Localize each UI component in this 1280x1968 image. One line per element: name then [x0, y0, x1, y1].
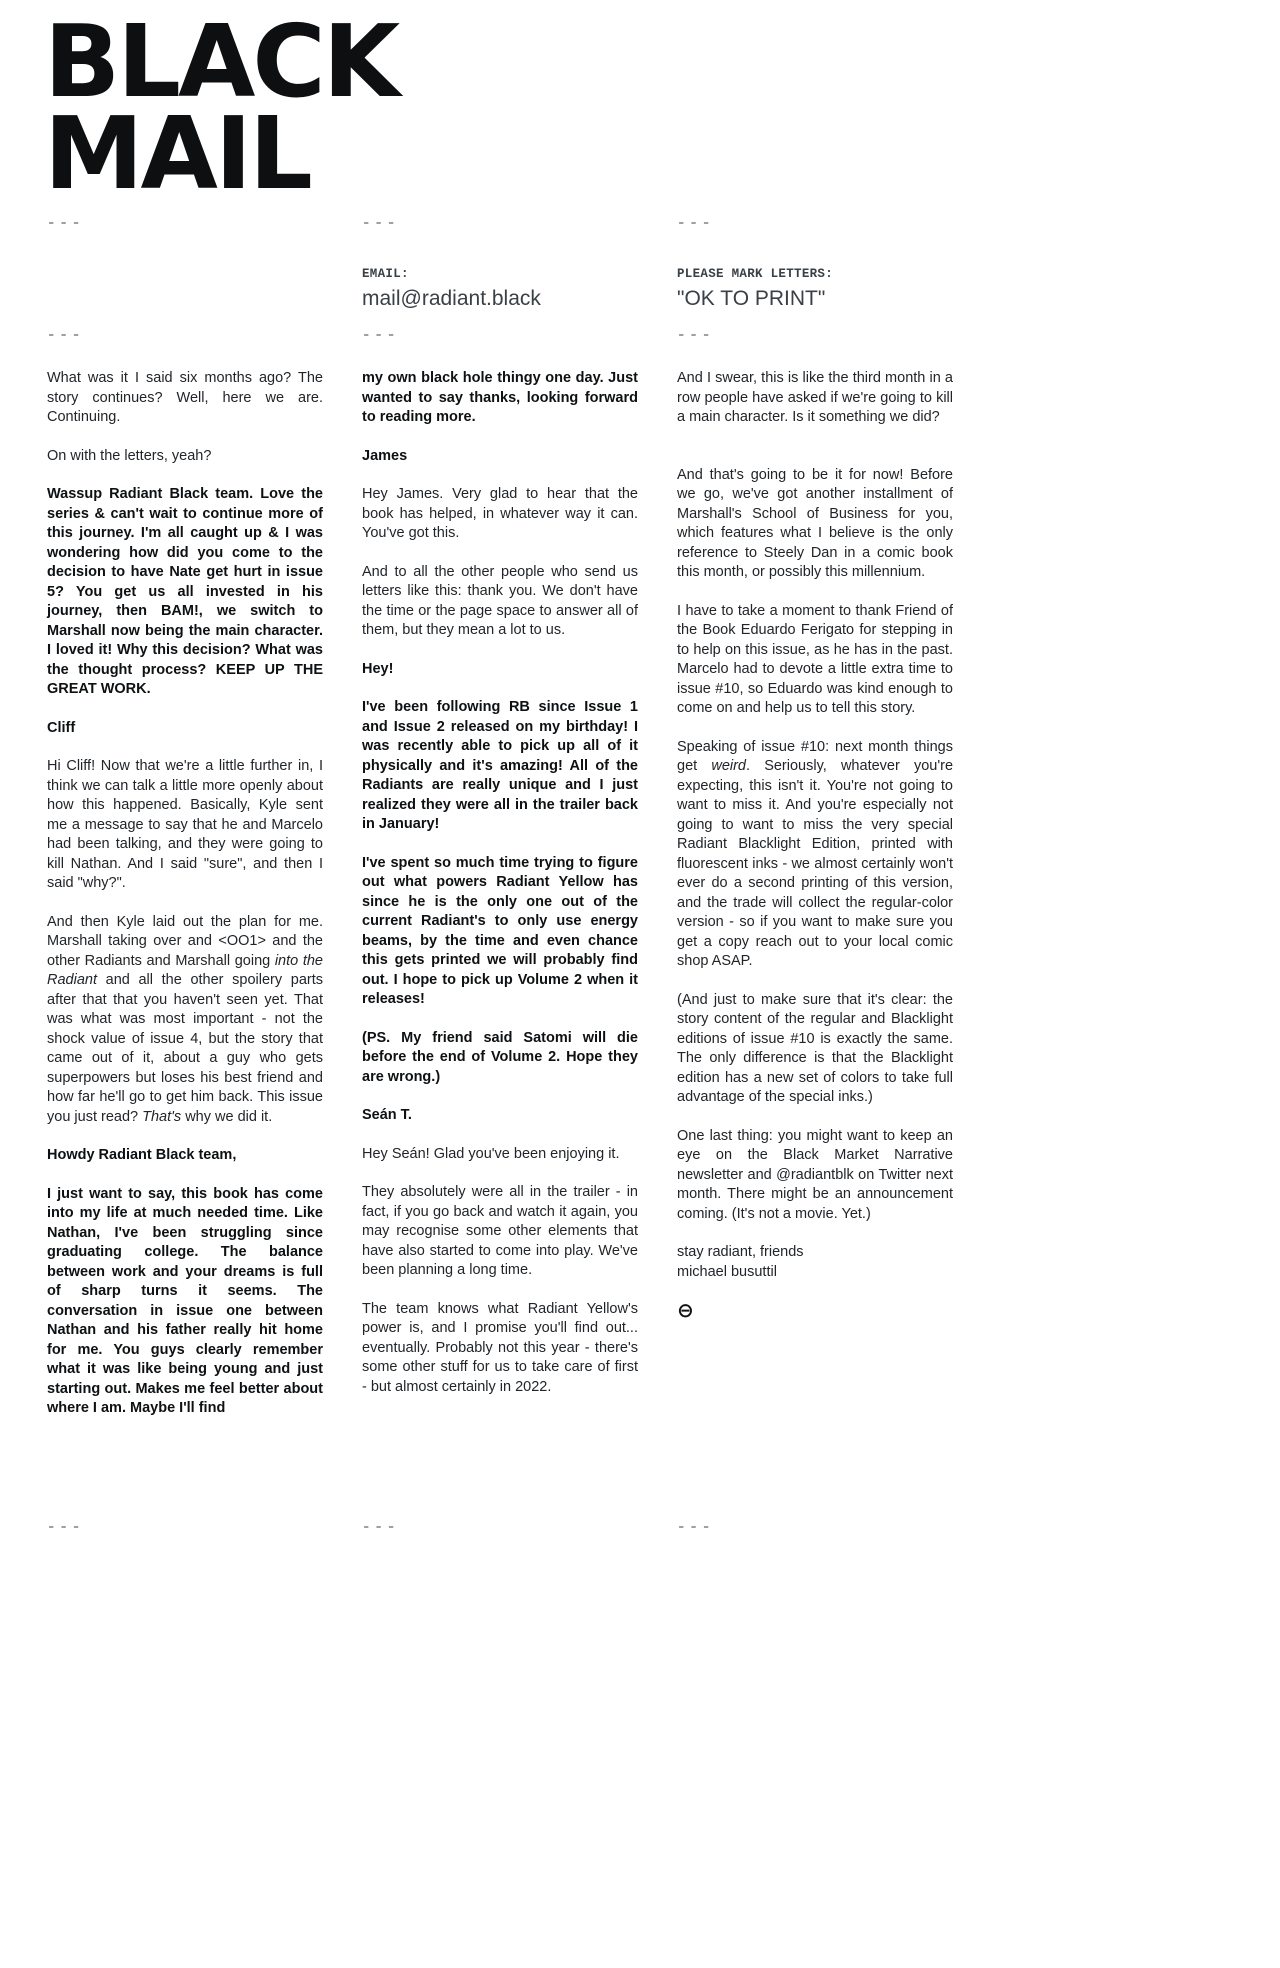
letter-signature-cliff: Cliff: [47, 719, 76, 736]
editor-outro-paragraph: One last thing: you might want to keep an eye on the Black Market Narrative newsletter and @radiantblk on Twitter next month. There might be an announcement coming. (It's not a movie. Yet.): [677, 1127, 953, 1222]
column-divider: ---: [362, 327, 400, 343]
column-2-header: [362, 231, 638, 327]
column-2: [362, 215, 638, 1535]
column-divider: ---: [677, 327, 715, 343]
editor-outro-paragraph: And that's going to be it for now! Before we go, we've got another installment of Marshall's School of Business for you, which features what I believe is the only reference to Steely Dan in a comic book this month, or possibly this millennium.: [677, 466, 953, 580]
column-divider: ---: [677, 215, 715, 231]
editor-reply-paragraph: Hey James. Very glad to hear that the book has helped, in whatever way it can. You've got this.: [362, 486, 638, 541]
mark-letters-label: PLEASE MARK LETTERS:: [677, 267, 834, 281]
editor-reply-paragraph: Hey Seán! Glad you've been enjoying it.: [362, 1145, 620, 1162]
mark-letters-value: "OK TO PRINT": [677, 287, 826, 310]
letter-howdy-salutation: Howdy Radiant Black team,: [47, 1147, 237, 1163]
editor-signoff: stay radiant, friends michael busuttil: [677, 1244, 804, 1280]
column-divider: ---: [47, 215, 85, 231]
editor-outro-paragraph: Speaking of issue #10: next month things get weird. Seriously, whatever you're expecting, this isn't it. You're not going to want to miss it. And you're especially not going to want to miss the very special Radiant Blacklight Edition, printed with fluorescent inks - we almost certainly won't ever do a second printing of this version, and the trade will collect the regular-color version - so if you want to make sure you get a copy reach out to your local comic shop ASAP.: [677, 738, 954, 969]
letter-signature-sean: Seán T.: [362, 1107, 412, 1123]
letter-sean-ps: (PS. My friend said Satomi will die before the end of Volume 2. Hope they are wrong.): [362, 1029, 638, 1085]
column-divider: ---: [362, 1519, 400, 1535]
column-1-header: [47, 231, 323, 327]
column-1: [47, 215, 323, 1535]
editor-reply-paragraph: The team knows what Radiant Yellow's power is, and I promise you'll find out... eventually. Probably not this year - there's some other stuff for us to take care of first - but almost certainly in 2022.: [362, 1300, 638, 1395]
editor-reply-paragraph: And to all the other people who send us letters like this: thank you. We don't have the time or the page space to answer all of them, but they mean a lot to us.: [362, 563, 638, 638]
column-3-header: [677, 231, 953, 327]
letter-james-paragraph: my own black hole thingy one day. Just wanted to say thanks, looking forward to reading more.: [362, 370, 638, 425]
letter-sean-paragraph: I've spent so much time trying to figure out what powers Radiant Yellow has since he is the only one out of the current Radiant's to only use energy beams, by the time and even chance this gets printed we will probably find out. I hope to pick up Volume 2 when it releases!: [362, 854, 638, 1007]
letter-sean-paragraph: I've been following RB since Issue 1 and Issue 2 released on my birthday! I was recently able to pick up all of it physically and it's amazing! All of the Radiants are really unique and I just realized they were all in the trailer back in January!: [362, 699, 638, 832]
editor-outro-paragraph: (And just to make sure that it's clear: the story content of the regular and Blacklight editions of issue #10 is exactly the same. The only difference is that the Blacklight edition has a new set of colors to take full advantage of the special inks.): [677, 991, 953, 1105]
editor-reply-paragraph: And then Kyle laid out the plan for me. Marshall taking over and <OO1> and the other Radiants and Marshall going into the Radiant and all the other spoilery parts after that that you haven't seen yet. That was what was most important - not the shock value of issue 4, but the story that came out of it, about a guy who gets superpowers but loses his best friend and how far he'll go to get him back. This issue you just read? That's why we did it.: [47, 913, 323, 1125]
column-divider: ---: [362, 215, 400, 231]
column-divider: ---: [677, 1519, 715, 1535]
page-title-line-1: BLACK: [44, 3, 398, 120]
email-address: mail@radiant.black: [362, 287, 541, 310]
letter-signature-james: James: [362, 447, 408, 464]
letter-howdy-paragraph: I just want to say, this book has come into my life at much needed time. Like Nathan, I've been struggling since graduating college. The balance between work and your dreams is full of sharp turns it seems. The conversation in issue one between Nathan and his father really hit home for me. You guys clearly remember what it was like being young and just starting out. Makes me feel better about where I am. Maybe I'll find: [47, 1185, 323, 1416]
editor-reply-paragraph: They absolutely were all in the trailer - in fact, if you go back and watch it again, you may recognise some other elements that have also started to come into play. We've been planning a long time.: [362, 1184, 638, 1278]
letter-sean-salutation: Hey!: [362, 660, 394, 677]
page-title-line-2: MAIL: [44, 95, 310, 212]
column-1-body: [47, 369, 323, 1438]
editor-reply-paragraph: Hi Cliff! Now that we're a little further in, I think we can talk a little more openly about how this happened. Basically, Kyle sent me a message to say that he and Marcelo had been talking, and they were going to kill Nathan. And I said "sure", and then I said "why?".: [47, 758, 323, 891]
letters-columns: [47, 215, 953, 1535]
column-3-body: [677, 369, 953, 1340]
editor-reply-paragraph: And I swear, this is like the third month in a row people have asked if we're going to kill a main character. Is it something we did?: [677, 370, 953, 425]
editor-outro-paragraph: I have to take a moment to thank Friend of the Book Eduardo Ferigato for stepping in to help on this issue, as he has in the past. Marcelo had to devote a little extra time to issue #10, so Eduardo was kind enough to come on and help us to tell this story.: [677, 602, 953, 716]
column-divider: ---: [47, 327, 85, 343]
column-2-body: [362, 369, 638, 1416]
radiant-symbol-icon: ⊖: [677, 1298, 694, 1322]
page-title: [44, 3, 398, 212]
column-divider: ---: [47, 1519, 85, 1535]
email-label: EMAIL:: [362, 267, 409, 281]
letter-cliff-paragraph: Wassup Radiant Black team. Love the series & can't wait to continue more of this journey. I'm all caught up & I was wondering how did you come to the decision to have Nate get hurt in issue 5? You get us all invested in his journey, then BAM!, we switch to Marshall now being the main character. I loved it! Why this decision? What was the thought process? KEEP UP THE GREAT WORK.: [47, 486, 323, 697]
column-3: [677, 215, 953, 1535]
editor-intro-paragraph: On with the letters, yeah?: [47, 447, 212, 464]
editor-intro-paragraph: What was it I said six months ago? The story continues? Well, here we are. Continuing.: [47, 370, 323, 425]
